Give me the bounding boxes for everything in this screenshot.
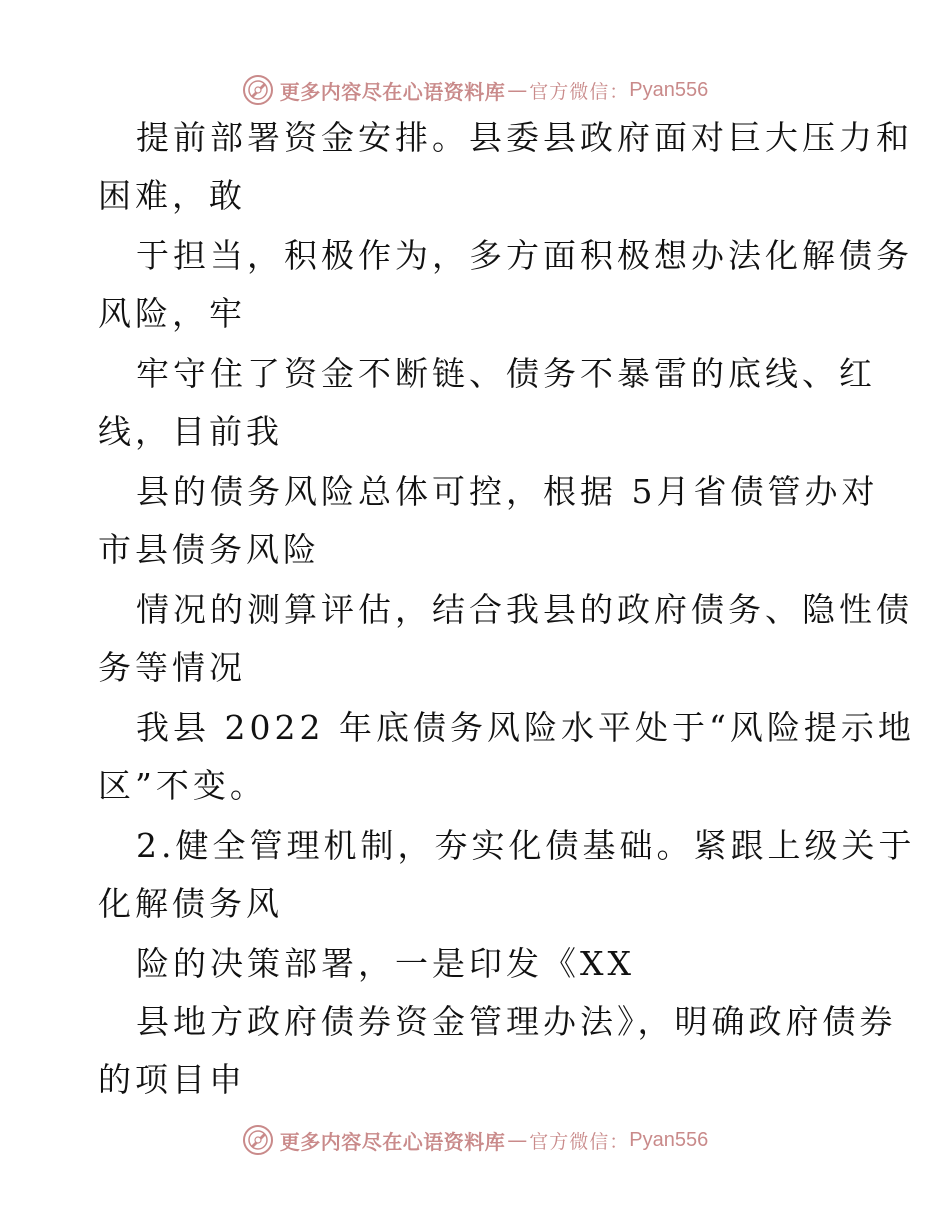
body-line: 线，目前我: [98, 412, 283, 451]
body-line: 险的决策部署，一是印发《XX: [136, 944, 635, 983]
body-line: 务等情况: [98, 648, 246, 687]
seal-logo-icon: [242, 74, 274, 106]
body-line: 困难，敢: [98, 176, 246, 215]
body-line: 化解债务风: [98, 884, 283, 923]
body-line: 牢守住了资金不断链、债务不暴雷的底线、红: [136, 354, 876, 393]
footer-contact-id: Pyan556: [629, 1128, 709, 1151]
body-line: 市县债务风险: [98, 530, 320, 569]
header-separator: —: [507, 78, 528, 102]
body-line: 区”不变。: [98, 766, 267, 805]
seal-logo-icon: [242, 1124, 274, 1156]
body-line: 我县 2022 年底债务风险水平处于“风险提示地: [136, 708, 915, 747]
body-line: 风险，牢: [98, 294, 246, 333]
footer-brand-text: 更多内容尽在心语资料库: [279, 1129, 506, 1154]
body-line: 县的债务风险总体可控，根据 5月省债管办对: [136, 472, 879, 511]
header-banner: [0, 70, 950, 110]
header-contact-label: 官方微信：: [529, 80, 630, 103]
body-line: 于担当，积极作为，多方面积极想办法化解债务: [136, 236, 913, 275]
header-contact-id: Pyan556: [629, 78, 709, 101]
footer-contact-label: 官方微信：: [529, 1130, 630, 1153]
body-line: 县地方政府债券资金管理办法》，明确政府债券: [136, 1002, 897, 1041]
footer-banner: [0, 1120, 950, 1160]
body-line: 的项目申: [98, 1060, 246, 1099]
header-brand-text: 更多内容尽在心语资料库: [279, 79, 506, 104]
body-line: 情况的测算评估，结合我县的政府债务、隐性债: [136, 590, 913, 629]
body-line: 提前部署资金安排。县委县政府面对巨大压力和: [136, 118, 913, 157]
footer-separator: —: [507, 1128, 528, 1152]
body-line: 2.健全管理机制，夯实化债基础。紧跟上级关于: [136, 826, 916, 865]
